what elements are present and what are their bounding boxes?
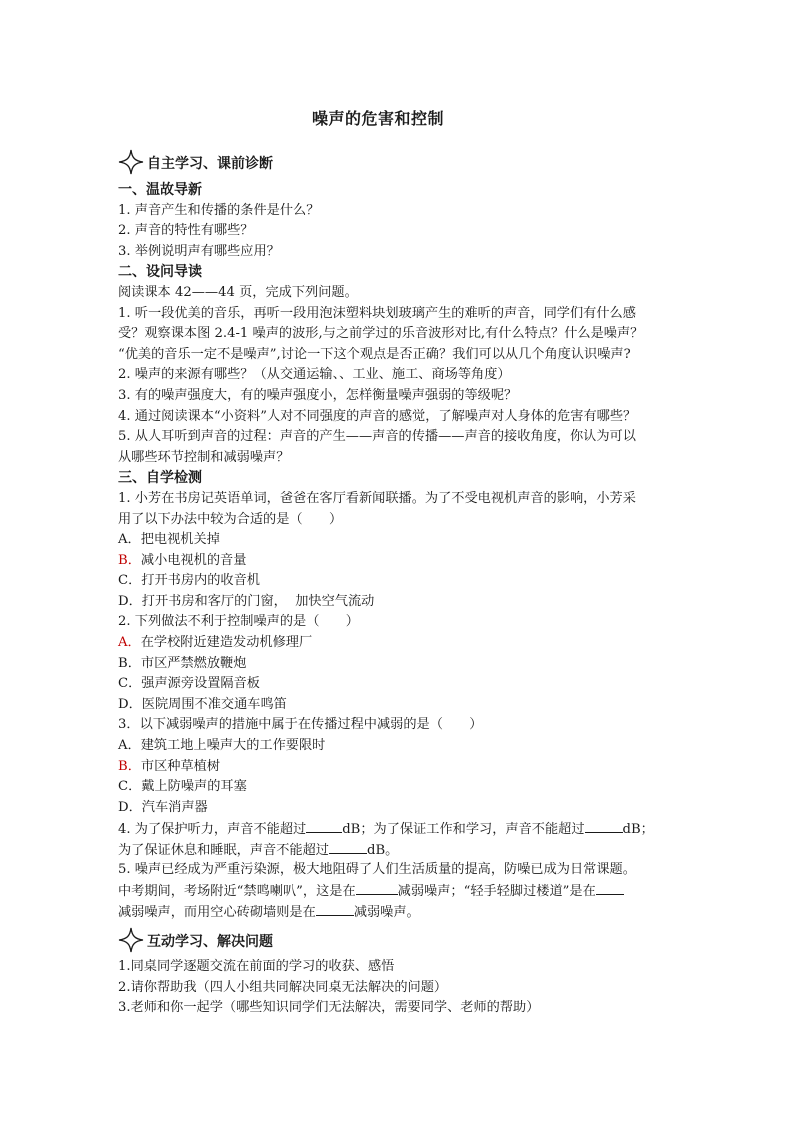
option-key: B． — [118, 655, 141, 671]
option-key: C． — [118, 676, 142, 692]
answer-blank[interactable] — [356, 880, 398, 895]
list-item: 3.老师和你一起学（哪些知识同学们无法解决，需要同学、老师的帮助） — [118, 1000, 540, 1016]
option-text: 建筑工地上噪声大的工作要限时 — [140, 738, 326, 754]
answer-blank[interactable] — [596, 880, 624, 895]
option-text: 强声源旁设置隔音板 — [141, 676, 260, 692]
option-key: C． — [118, 779, 142, 795]
option-text: 在学校附近建造发动机修理厂 — [140, 635, 313, 651]
option-line — [118, 736, 678, 757]
option-line — [118, 654, 678, 675]
answer-blank[interactable] — [329, 839, 367, 854]
question-text: 为了保证休息和睡眠，声音不能超过 — [118, 843, 329, 858]
option-line — [118, 633, 678, 654]
section-interactive-body — [118, 957, 678, 1019]
option-text: 打开书房内的收音机 — [141, 573, 260, 589]
option-text: 打开书房和客厅的门窗， 加快空气流动 — [141, 593, 375, 609]
question-line: 5. 从人耳听到声音的过程：声音的产生——声音的传播——声音的接收角度，你认为可以 — [118, 429, 636, 445]
question-line: 3．以下减弱噪声的措施中属于在传播过程中减弱的是（ ） — [118, 717, 483, 733]
option-key-answer: B． — [118, 552, 141, 568]
part-heading-guided-reading: 二、设问导读 — [118, 264, 202, 281]
four-point-star-icon — [118, 149, 144, 175]
list-item: 2. 声音的特性有哪些？ — [118, 223, 254, 239]
option-key: D． — [118, 696, 142, 712]
option-line — [118, 571, 678, 592]
option-line — [118, 777, 678, 798]
option-text: 汽车消声器 — [141, 799, 208, 815]
option-key-answer: B． — [118, 758, 141, 774]
question-text: 减弱噪声；“轻手轻脚过楼道”是在 — [397, 884, 596, 900]
question-text: 4. 为了保护听力，声音不能超过 — [118, 822, 307, 838]
question-line: 用了以下办法中较为合适的是（ ） — [118, 511, 343, 527]
option-key: D． — [118, 593, 142, 609]
answer-blank[interactable] — [585, 818, 623, 833]
option-line — [118, 798, 678, 819]
option-text: 戴上防噪声的耳塞 — [141, 779, 247, 795]
option-key: A． — [118, 738, 141, 754]
option-text: 把电视机关掉 — [140, 532, 220, 548]
question-text: 减弱噪声。 — [353, 904, 420, 920]
question-line: 受？观察课本图 2.4-1 噪声的波形,与之前学过的乐音波形对比,有什么特点？什么是噪声？ — [118, 326, 644, 342]
list-item: 3. 举例说明声有哪些应用？ — [118, 243, 280, 259]
fill-blank-line — [118, 901, 678, 922]
option-line — [118, 592, 678, 613]
section-self-study-body — [118, 180, 678, 921]
question-line: 从哪些环节控制和减弱噪声？ — [118, 449, 290, 465]
reading-intro: 阅读课本 42——44 页，完成下列问题。 — [118, 284, 358, 300]
section-heading-self-study — [118, 149, 273, 173]
question-line: 1. 小芳在书房记英语单词，爸爸在客厅看新闻联播。为了不受电视机声音的影响，小芳采 — [118, 490, 636, 506]
question-text: 减弱噪声，而用空心砖砌墙则是在 — [118, 904, 316, 920]
option-key: A． — [118, 532, 141, 548]
option-key: D． — [118, 799, 142, 815]
fill-blank-line — [118, 839, 678, 860]
four-point-star-icon — [118, 927, 144, 953]
option-line — [118, 551, 678, 572]
list-item: 1. 声音产生和传播的条件是什么？ — [118, 202, 320, 218]
option-text: 市区种草植树 — [140, 758, 221, 774]
option-line — [118, 757, 678, 778]
option-line — [118, 530, 678, 551]
question-line: 1. 听一段优美的音乐，再听一段用泡沫塑料块划玻璃产生的难听的声音，同学们有什么感 — [118, 305, 636, 321]
answer-blank[interactable] — [306, 818, 342, 833]
question-line: 2. 噪声的来源有哪些？（从交通运输、、工业、施工、商场等角度） — [118, 367, 511, 383]
option-key: C． — [118, 573, 142, 589]
question-line: 4. 通过阅读课本“小资料”人对不同强度的声音的感觉，了解噪声对人身体的危害有哪些？ — [118, 408, 637, 424]
option-key-answer: A． — [118, 635, 141, 651]
option-line — [118, 695, 678, 716]
option-text: 医院周围不准交通车鸣笛 — [141, 696, 287, 712]
fill-blank-line — [118, 880, 678, 901]
section-heading-interactive — [118, 927, 273, 951]
question-line: 3. 有的噪声强度大，有的噪声强度小，怎样衡量噪声强弱的等级呢？ — [118, 387, 518, 403]
question-text: dB； — [622, 822, 654, 838]
question-text: dB；为了保证工作和学习，声音不能超过 — [342, 822, 585, 838]
option-line — [118, 674, 678, 695]
question-line: “优美的音乐一定不是噪声”,讨论一下这个观点是否正确？我们可以从几个角度认识噪声? — [118, 346, 631, 362]
document-title: 噪声的危害和控制 — [311, 109, 444, 128]
question-line: 2. 下列做法不利于控制噪声的是（ ） — [118, 614, 359, 630]
part-heading-self-check: 三、自学检测 — [118, 470, 202, 487]
option-text: 市区严禁燃放鞭炮 — [140, 655, 247, 671]
question-text: dB。 — [367, 843, 399, 858]
question-line: 5. 噪声已经成为严重污染源，极大地阻碍了人们生活质量的提高，防噪已成为日常课题。 — [118, 861, 636, 877]
list-item: 1.同桌同学逐题交流在前面的学习的收获、感悟 — [118, 959, 395, 974]
option-text: 减小电视机的音量 — [140, 552, 247, 568]
fill-blank-line — [118, 818, 678, 839]
answer-blank[interactable] — [316, 901, 354, 916]
section-heading-text: 互动学习、解决问题 — [147, 934, 273, 950]
part-heading-review: 一、温故导新 — [118, 182, 202, 198]
section-heading-text: 自主学习、课前诊断 — [147, 156, 273, 172]
question-text: 中考期间，考场附近“禁鸣喇叭”，这是在 — [118, 884, 356, 900]
list-item: 2.请你帮助我（四人小组共同解决同桌无法解决的问题） — [118, 979, 448, 995]
